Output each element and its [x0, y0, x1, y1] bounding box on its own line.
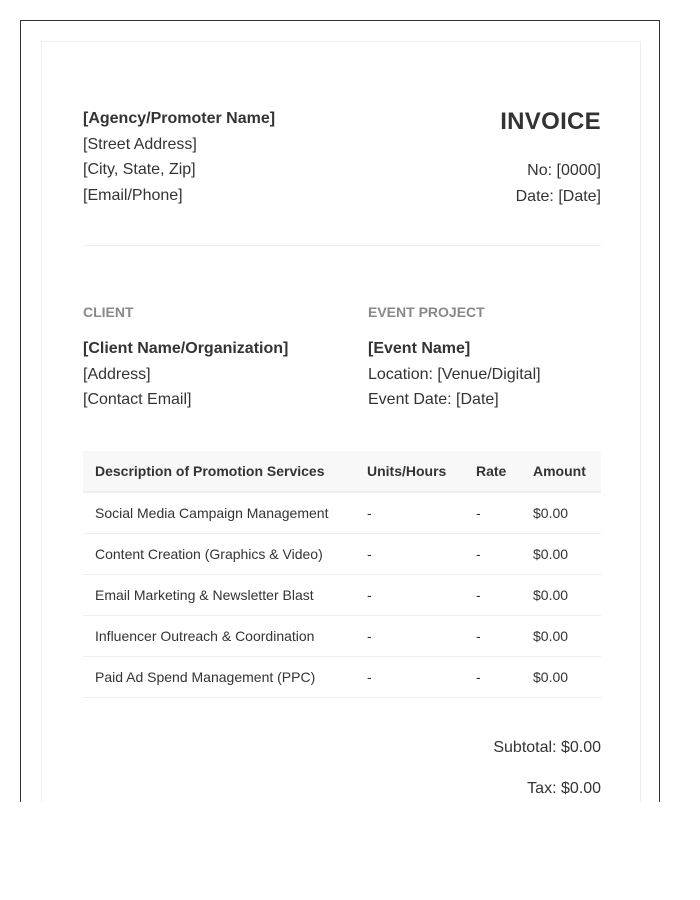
- agency-city: [City, State, Zip]: [83, 161, 196, 178]
- row-rate: -: [464, 534, 521, 575]
- row-description: Social Media Campaign Management: [83, 492, 355, 534]
- row-amount: $0.00: [521, 492, 601, 534]
- table-row: [83, 492, 601, 534]
- client-name: [Client Name/Organization]: [83, 340, 289, 357]
- row-description: Influencer Outreach & Coordination: [83, 616, 355, 657]
- row-description: Paid Ad Spend Management (PPC): [83, 657, 355, 698]
- header-units: Units/Hours: [355, 451, 464, 492]
- row-rate: -: [464, 575, 521, 616]
- row-units: -: [355, 657, 464, 698]
- row-rate: -: [464, 492, 521, 534]
- header-amount: Amount: [521, 451, 601, 492]
- client-section: [83, 304, 288, 413]
- event-name: [Event Name]: [368, 340, 471, 357]
- invoice-meta: [351, 108, 601, 210]
- header-description: Description of Promotion Services: [83, 451, 355, 492]
- invoice-date: Date: [Date]: [515, 188, 601, 205]
- client-address: [Address]: [83, 365, 151, 383]
- invoice-title: INVOICE: [500, 108, 601, 135]
- row-description: Email Marketing & Newsletter Blast: [83, 575, 355, 616]
- table-row: [83, 616, 601, 657]
- table-header-row: [83, 451, 601, 492]
- subtotal: Subtotal: $0.00: [493, 739, 601, 756]
- services-table: [83, 451, 601, 698]
- row-units: -: [355, 534, 464, 575]
- agency-street: [Street Address]: [83, 135, 197, 153]
- row-description: Content Creation (Graphics & Video): [83, 534, 355, 575]
- row-units: -: [355, 616, 464, 657]
- client-label: CLIENT: [83, 304, 134, 320]
- row-amount: $0.00: [521, 575, 601, 616]
- agency-name: [Agency/Promoter Name]: [83, 110, 276, 127]
- client-email: [Contact Email]: [83, 391, 192, 408]
- row-units: -: [355, 492, 464, 534]
- row-amount: $0.00: [521, 534, 601, 575]
- invoice-page: [41, 41, 641, 802]
- event-date: Event Date: [Date]: [368, 391, 499, 408]
- event-location: Location: [Venue/Digital]: [368, 365, 541, 383]
- row-rate: -: [464, 657, 521, 698]
- table-row: [83, 534, 601, 575]
- agency-contact: [Email/Phone]: [83, 186, 183, 204]
- row-rate: -: [464, 616, 521, 657]
- header-divider: [83, 245, 601, 246]
- tax: Tax: $0.00: [527, 780, 601, 797]
- table-row: [83, 657, 601, 698]
- table-row: [83, 575, 601, 616]
- totals-block: [351, 737, 601, 802]
- row-amount: $0.00: [521, 657, 601, 698]
- event-section: [368, 304, 541, 413]
- event-label: EVENT PROJECT: [368, 304, 485, 320]
- document-frame: [20, 20, 660, 802]
- row-amount: $0.00: [521, 616, 601, 657]
- invoice-number: No: [0000]: [527, 162, 601, 179]
- header-rate: Rate: [464, 451, 521, 492]
- agency-block: [83, 106, 275, 208]
- row-units: -: [355, 575, 464, 616]
